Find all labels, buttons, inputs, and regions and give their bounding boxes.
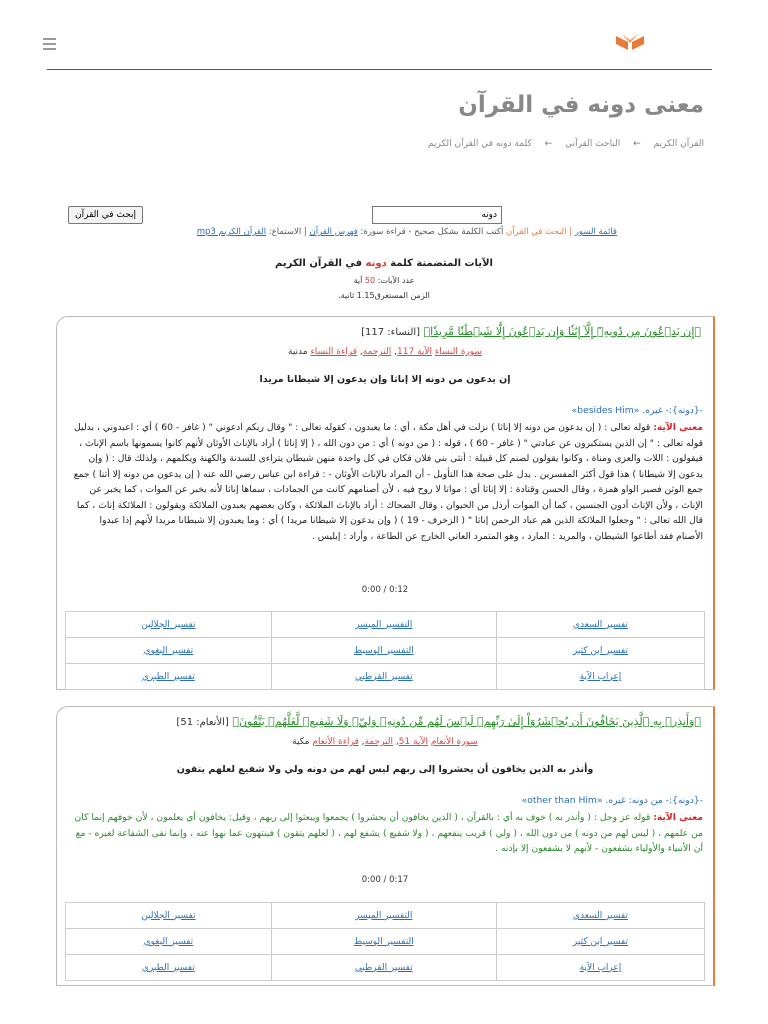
results-time: الزمن المستغرق1.15 ثانية. <box>338 291 430 300</box>
search-input[interactable] <box>372 206 502 224</box>
word-note-text: -{دونه}:- من دونه: غيره. «other than Him» <box>521 795 703 806</box>
translation-link[interactable]: الترجمة <box>362 347 392 357</box>
count-value: 50 <box>364 276 376 285</box>
quran-index-link[interactable]: فهرس القرآن <box>309 227 358 237</box>
tafsir-link[interactable]: التفسير الوسيط <box>353 936 414 947</box>
tafsir-link[interactable]: التفسير الوسيط <box>353 645 414 656</box>
tafsir-link[interactable]: تفسير السعدي <box>572 619 628 630</box>
search-button[interactable]: إبحث في القرآن <box>68 206 143 224</box>
verse-line <box>176 715 701 728</box>
read-surah-link[interactable]: قراءة الأنعام <box>312 737 359 747</box>
table-cell <box>66 955 272 981</box>
tafsir-link[interactable]: تفسير القرطبي <box>354 671 413 682</box>
table-cell <box>496 638 704 664</box>
plain-verse: إن يدعون من دونه إلا إناثا وإن يدعون إلا شيطانا مريدا <box>259 374 511 385</box>
open-book-icon[interactable] <box>614 32 646 56</box>
table-row <box>66 612 705 638</box>
hint-text-2: أكتب الكلمة بشكل صحيح - قراءة سورة: <box>360 227 504 237</box>
tafsir-link[interactable]: تفسير القرطبي <box>354 962 413 973</box>
meaning-text: قوله عز وجل : ( وأنذر به ) خوف به أي : بالقرآن ، ( الذين يخافون أن يحشروا ) يجمعوا ويبعثوا إلى ربهم ، وقيل: يخافون أي يعلمون ، لأن خوفهم إنما كان من علمهم ، ( ليس لهم من دونه ) من دون الله ، ( ولي ) قريب ينفعهم ، ( ولا شفيع ) يشفع لهم ، ( لعلهم يتقون ) فينتهون عما نهوا عنه ، وإنما نفى الشفاعة لغيره - مع أن الأنبياء والأولياء يشفعون - لأنهم لا يشفعون إلا بإذنه . <box>74 812 703 854</box>
verse-text[interactable]: ﴿وَأَنذِرۡ بِهِ ٱلَّذِينَ يَخَافُونَ أَن يُحۡشَرُوٓاْ إِلَىٰ رَبِّهِمۡ لَيۡسَ لَهُم مِّن دُونِهِۦ وَلِيّٞ وَلَا شَفِيعٞ لَّعَلَّهُمۡ يَتَّقُونَ﴾ <box>232 715 701 728</box>
meaning-text: قوله تعالى : ( إن يدعون من دونه إلا إناثا ) نزلت في أهل مكة ، أي : ما يعبدون ، كقوله تعالى : " وقال ربكم ادعوني " ( غافر - 60 ) أي : اعبدوني ، بدليل قوله تعالى : " إن الذين يستكبرون عن عبادتي " ( غافر - 60 ) ، قوله : ( من دونه ) أي : من دون الله ، ( إلا إناثا ) أراد بالإناث الأوثان لأنهم كانوا يسمونها باسم الإناث ، فيقولون : اللات والعزى ومناة ، وكانوا يقولون لصنم كل قبيلة : أنثى بني فلان فكان في كل واحدة منهن شيطان يتراءى للسدنة والكهنة ويكلمهم ، ولذلك قال : ( وإن يدعون إلا شيطانا ) هذا قول أكثر المفسرين . يدل على صحة هذا التأويل - أن المراد بالإناث الأوثان - : قراءة ابن عباس رضي الله عنه ( إن يدعون من دونه إلا أثنا ) جمع جمع الوثن فصير الواو همزة ، وقال الحسن وقتادة : إلا إناثا أي : مواتا لا روح فيه ، لأن أصنامهم كانت من الجمادات ، سماها إناثا لأنه يخبر عن الموات ، كما يخبر عن الإناث ، ولأن الإناث أدون الجنسين ، كما أن الموات أرذل من الحيوان ، وقال الضحاك : أراد بالإناث الملائكة ، وكان بعضهم يعبدون الملائكة ويقولون : الملائكة إناث ، كما قال الله تعالى : " وجعلوا الملائكة الذين هم عباد الرحمن إناثا " ( الزخرف - 19 ) ( وإن يدعون إلا شيطانا مريدا ) أي : وما يعبدون إلا شيطانا مريدا لأنهم إذا عبدوا الأصنام فقد أطاعوا الشيطان ، والمريد : المارد ، وهو المتمرد العاتي الخارج عن الطاعة ، وأراد : إبليس . <box>73 422 703 542</box>
results-title-suffix: في القرآن الكريم <box>275 258 363 269</box>
results-title-prefix: الآيات المتضمنة كلمة <box>390 258 493 269</box>
tafsir-link[interactable]: إعراب الآية <box>579 962 622 973</box>
ayah-link[interactable]: الآية 117 <box>397 347 433 357</box>
table-cell <box>271 612 496 638</box>
table-cell <box>66 664 272 690</box>
verse-meta: سورة الأنعام الآية 51, الترجمة, قراءة الأنعام مكية <box>292 737 478 747</box>
word-note <box>71 403 703 419</box>
table-row <box>66 664 705 690</box>
results-title-word: دونه <box>365 258 387 269</box>
word-note-text: -{دونه}:- غيره. «besides Him» <box>571 405 703 416</box>
tafsir-link[interactable]: تفسير ابن كثير <box>572 645 628 656</box>
audio-player[interactable]: 0:00 / 0:12 <box>361 585 409 595</box>
tafsir-table <box>65 902 705 981</box>
breadcrumb <box>428 139 704 149</box>
tafsir-link[interactable]: تفسير السعدي <box>572 910 628 921</box>
read-surah-link[interactable]: قراءة النساء <box>310 347 358 357</box>
page-title: معنى دونه في القرآن <box>458 92 704 118</box>
table-cell <box>271 955 496 981</box>
table-cell <box>496 903 704 929</box>
table-cell <box>66 929 272 955</box>
count-label: عدد الآيات: <box>377 276 415 285</box>
tafsir-link[interactable]: التفسير الميسر <box>355 910 413 921</box>
arrow-left-icon: ← <box>544 139 553 149</box>
table-cell <box>496 612 704 638</box>
verse-card <box>56 706 715 986</box>
tafsir-link[interactable]: التفسير الميسر <box>355 619 413 630</box>
verse-card <box>56 316 715 690</box>
table-cell <box>271 929 496 955</box>
tafsir-table <box>65 611 705 690</box>
table-cell <box>66 612 272 638</box>
quran-mp3-link[interactable]: القرآن الكريم mp3 <box>196 227 267 237</box>
table-cell <box>271 664 496 690</box>
surah-link[interactable]: سورة الأنعام <box>430 737 478 747</box>
table-cell <box>271 638 496 664</box>
verse-ref: [الأنعام: 51] <box>176 717 229 728</box>
results-title <box>0 258 768 269</box>
verse-line <box>361 325 701 338</box>
surah-type: مدنية <box>288 347 308 357</box>
audio-player[interactable]: 0:00 / 0:17 <box>361 875 409 885</box>
breadcrumb-researcher[interactable]: الباحث القرآني <box>565 139 621 149</box>
arrow-left-icon: ← <box>633 139 641 149</box>
table-cell <box>66 903 272 929</box>
table-cell <box>66 638 272 664</box>
surah-link[interactable]: سورة النساء <box>434 347 482 357</box>
hint-text-1: | البحث في القرآن <box>506 227 573 237</box>
table-row <box>66 955 705 981</box>
results-count <box>0 276 768 285</box>
surah-type: مكية <box>292 737 310 747</box>
verse-ref: [النساء: 117] <box>361 327 421 338</box>
plain-verse: وأنذر به الذين يخافون أن يحشروا إلى ربهم ليس لهم من دونه ولي ولا شفيع لعلهم يتقون <box>176 764 594 775</box>
table-cell <box>271 903 496 929</box>
search-bar <box>68 206 708 226</box>
translation-link[interactable]: الترجمة <box>364 737 394 747</box>
hint-listen-text: | الاستماع: <box>268 227 307 237</box>
tafsir-link[interactable]: تفسير الطبري <box>141 671 195 682</box>
meaning-label: معنى الآية: <box>653 812 703 823</box>
breadcrumb-current: كلمة دونه في القرآن الكريم <box>427 139 532 149</box>
tafsir-link[interactable]: تفسير البغوي <box>143 936 194 947</box>
table-cell <box>496 929 704 955</box>
verse-text[interactable]: ﴿إِن يَدۡعُونَ مِن دُونِهِۦٓ إِلَّآ إِنَٰثٗا وَإِن يَدۡعُونَ إِلَّا شَيۡطَٰنٗا مَّرِيدٗا﴾ <box>423 325 701 338</box>
top-bar <box>0 0 768 70</box>
tafsir-link[interactable]: تفسير الطبري <box>141 962 195 973</box>
tafsir-link[interactable]: تفسير الجلالين <box>141 619 196 630</box>
meaning-label: معنى الآية: <box>653 422 703 433</box>
breadcrumb-home[interactable]: القرآن الكريم <box>653 139 704 149</box>
tafsir-link[interactable]: تفسير الجلالين <box>141 910 196 921</box>
hamburger-icon[interactable] <box>43 38 56 53</box>
verse-meta: سورة النساء الآية 117, الترجمة, قراءة النساء مدنية <box>288 347 482 357</box>
tafsir-link[interactable]: إعراب الآية <box>579 671 622 682</box>
ayah-link[interactable]: الآية 51 <box>398 737 429 747</box>
table-row <box>66 929 705 955</box>
header-divider <box>47 69 712 70</box>
tafsir-link[interactable]: تفسير البغوي <box>143 645 194 656</box>
surah-list-link[interactable]: قائمة السور <box>574 227 617 237</box>
table-row <box>66 638 705 664</box>
table-cell <box>496 664 704 690</box>
table-cell <box>496 955 704 981</box>
word-note <box>71 793 703 809</box>
verse-meaning <box>71 420 703 544</box>
verse-meaning <box>71 810 703 857</box>
count-unit: آية <box>353 276 363 285</box>
table-row <box>66 903 705 929</box>
tafsir-link[interactable]: تفسير ابن كثير <box>572 936 628 947</box>
search-hint <box>197 227 617 237</box>
